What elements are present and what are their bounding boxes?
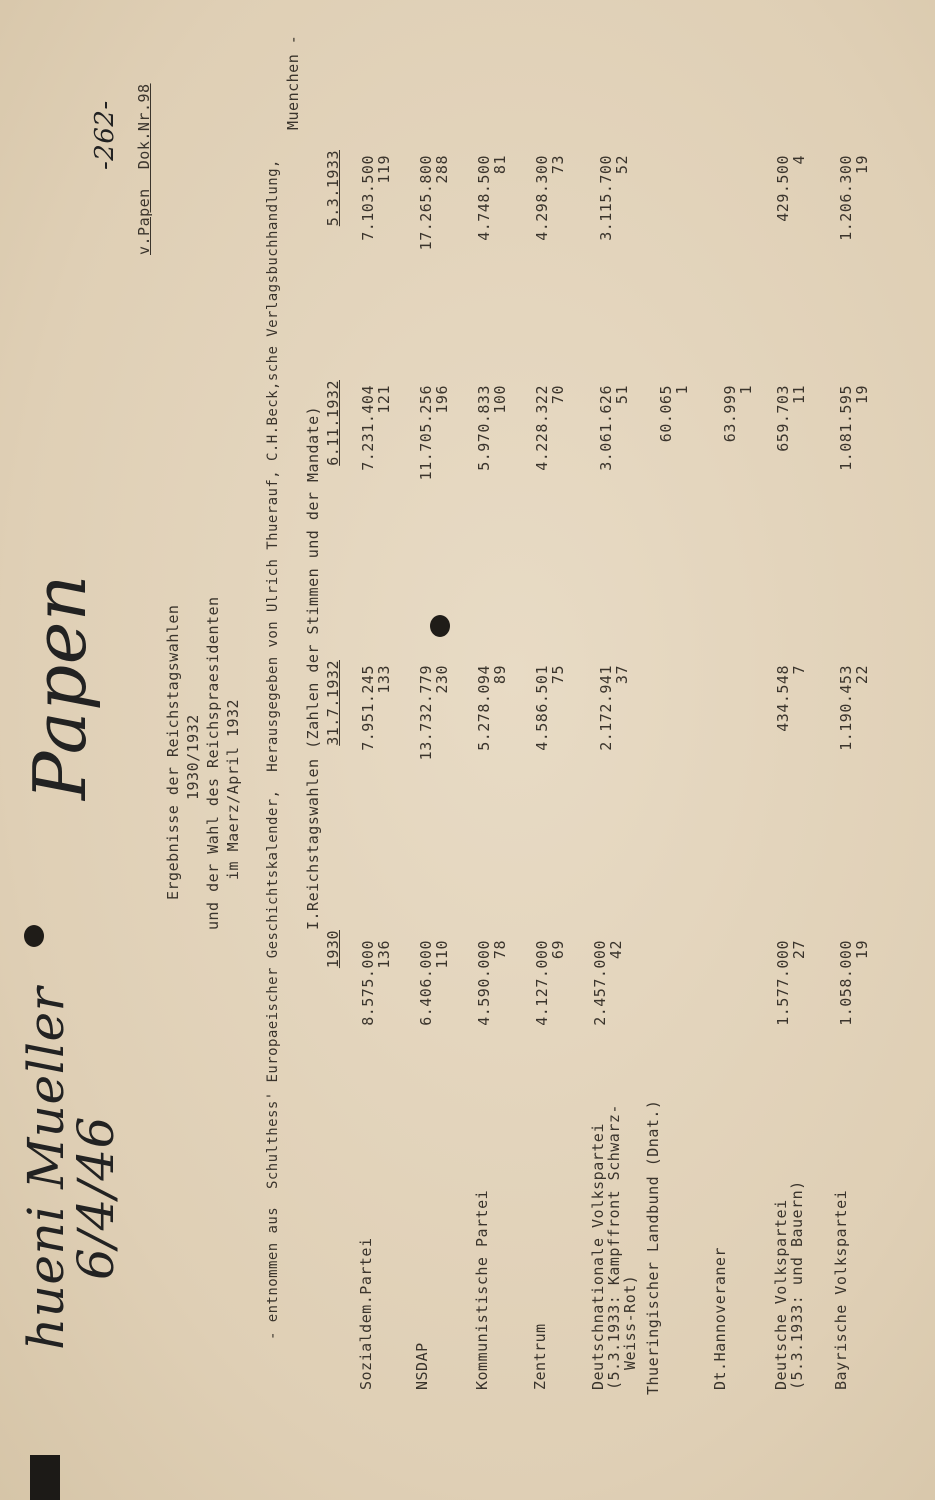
votes-cell: 7.231.404	[359, 385, 377, 471]
votes-cell: 4.748.500	[475, 155, 493, 241]
handwritten-name: hueni Mueller	[17, 986, 75, 1350]
votes-cell: 3.061.626	[597, 385, 615, 471]
votes-cell: 4.590.000	[475, 940, 493, 1026]
votes-cell: 1.577.000	[774, 940, 792, 1026]
heading-line-4: im Maerz/April 1932	[224, 698, 242, 880]
votes-cell: 4.298.300	[533, 155, 551, 241]
seats-cell: 100	[491, 385, 509, 414]
votes-cell: 17.265.800	[417, 155, 435, 251]
seats-cell: 19	[853, 155, 871, 175]
seats-cell: 78	[491, 940, 509, 960]
party-name: Deutschnationale Volkspartei	[589, 1123, 607, 1390]
votes-cell: 5.970.833	[475, 385, 493, 471]
seats-cell: 70	[549, 385, 567, 405]
seats-cell: 11	[790, 385, 808, 405]
heading-line-2: 1930/1932	[184, 714, 202, 800]
seats-cell: 37	[613, 665, 631, 685]
seats-cell: 51	[613, 385, 631, 405]
votes-cell: 429.500	[774, 155, 792, 222]
seats-cell: 22	[853, 665, 871, 685]
source-line-2: Muenchen -	[284, 34, 302, 130]
party-name-note: (5.3.1933: Kampffront Schwarz-	[605, 1104, 623, 1390]
votes-cell: 1.058.000	[837, 940, 855, 1026]
votes-cell: 1.190.453	[837, 665, 855, 751]
party-name-note: Weiss-Rot)	[621, 1274, 639, 1370]
seats-cell: 1	[673, 385, 691, 395]
seats-cell: 75	[549, 665, 567, 685]
seats-cell: 89	[491, 665, 509, 685]
votes-cell: 7.103.500	[359, 155, 377, 241]
handwritten-date: 6/4/46	[67, 1116, 125, 1280]
party-name: Zentrum	[531, 1323, 549, 1390]
seats-cell: 119	[375, 155, 393, 184]
seats-cell: 42	[607, 940, 625, 960]
votes-cell: 2.457.000	[591, 940, 609, 1026]
votes-cell: 434.548	[774, 665, 792, 732]
votes-cell: 5.278.094	[475, 665, 493, 751]
handwritten-page-mark: -262-	[90, 100, 120, 170]
seats-cell: 288	[433, 155, 451, 184]
party-name: Bayrische Volkspartei	[832, 1189, 850, 1390]
signature-papen: Papen	[18, 574, 102, 800]
party-name: Deutsche Volkspartei	[772, 1199, 790, 1390]
party-name: Kommunistische Partei	[473, 1189, 491, 1390]
seats-cell: 52	[613, 155, 631, 175]
votes-cell: 3.115.700	[597, 155, 615, 241]
party-name: Thueringischer Landbund (Dnat.)	[644, 1099, 662, 1395]
votes-cell: 63.999	[721, 385, 739, 443]
seats-cell: 4	[790, 155, 808, 165]
votes-cell: 4.127.000	[533, 940, 551, 1026]
seats-cell: 81	[491, 155, 509, 175]
party-name-note: (5.3.1933: und Bauern)	[788, 1180, 806, 1390]
party-name: Dt.Hannoveraner	[711, 1247, 729, 1390]
section-title: I.Reichstagswahlen (Zahlen der Stimmen und der Mandate)	[304, 405, 322, 930]
votes-cell: 4.586.501	[533, 665, 551, 751]
votes-cell: 7.951.245	[359, 665, 377, 751]
votes-cell: 6.406.000	[417, 940, 435, 1026]
seats-cell: 7	[790, 665, 808, 675]
seats-cell: 27	[790, 940, 808, 960]
seats-cell: 1	[737, 385, 755, 395]
column-header-1930: 1930	[324, 930, 342, 969]
seats-cell: 73	[549, 155, 567, 175]
votes-cell: 1.081.595	[837, 385, 855, 471]
party-name: NSDAP	[413, 1342, 431, 1390]
votes-cell: 2.172.941	[597, 665, 615, 751]
party-name: Sozialdem.Partei	[357, 1237, 375, 1390]
document-reference: v.Papen Dok.Nr.98	[135, 83, 153, 255]
votes-cell: 11.705.256	[417, 385, 435, 481]
votes-cell: 13.732.779	[417, 665, 435, 761]
votes-cell: 1.206.300	[837, 155, 855, 241]
heading-line-3: und der Wahl des Reichspraesidenten	[204, 596, 222, 930]
seats-cell: 69	[549, 940, 567, 960]
column-header-31-7-1932: 31.7.1932	[324, 660, 342, 746]
seats-cell: 121	[375, 385, 393, 414]
heading-line-1: Ergebnisse der Reichstagswahlen	[164, 604, 182, 900]
seats-cell: 110	[433, 940, 451, 969]
votes-cell: 659.703	[774, 385, 792, 452]
source-line-1: - entnommen aus Schulthess' Europaeischer Geschichtskalender, Herausgegeben von Ulrich Thuerauf, C.H.Beck,sche Verlagsbuchhandlung,	[265, 159, 281, 1340]
seats-cell: 133	[375, 665, 393, 694]
seats-cell: 136	[375, 940, 393, 969]
seats-cell: 196	[433, 385, 451, 414]
seats-cell: 19	[853, 940, 871, 960]
votes-cell: 60.065	[657, 385, 675, 443]
votes-cell: 8.575.000	[359, 940, 377, 1026]
column-header-5-3-1933: 5.3.1933	[324, 150, 342, 227]
seats-cell: 230	[433, 665, 451, 694]
column-header-6-11-1932: 6.11.1932	[324, 380, 342, 466]
seats-cell: 19	[853, 385, 871, 405]
votes-cell: 4.228.322	[533, 385, 551, 471]
